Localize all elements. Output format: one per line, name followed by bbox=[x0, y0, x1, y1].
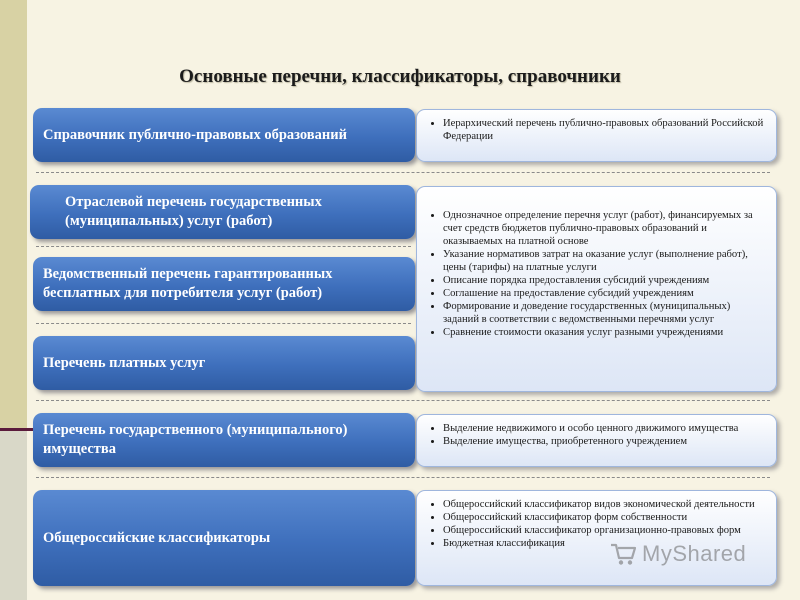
slide-title: Основные перечни, классификаторы, справочники bbox=[179, 66, 621, 87]
separator-line bbox=[36, 172, 770, 173]
watermark-text: MyShared bbox=[642, 541, 747, 566]
separator-line bbox=[36, 477, 770, 478]
block-label: Общероссийские классификаторы bbox=[43, 529, 271, 546]
bullet-list bbox=[427, 117, 768, 143]
cart-icon bbox=[610, 542, 636, 566]
list-item: • Выделение имущества, приобретенного учреждением bbox=[443, 435, 768, 448]
bullet-list bbox=[427, 209, 768, 339]
block-industry-services-list bbox=[30, 185, 415, 239]
block-label: Справочник публично-правовых образований bbox=[43, 126, 347, 143]
left-decor-strip-lower bbox=[0, 430, 27, 600]
watermark bbox=[610, 540, 770, 568]
block-label: Ведомственный перечень гарантированных бесплатных для потребителя услуг (работ) bbox=[43, 266, 333, 301]
block-public-law-entities-directory bbox=[33, 108, 415, 162]
separator-line bbox=[36, 400, 770, 401]
list-item: • Общероссийский классификатор видов экономической деятельности bbox=[443, 498, 768, 511]
description-box-classifiers bbox=[416, 490, 777, 586]
list-item: • Описание порядка предоставления субсидий учреждениям bbox=[443, 274, 768, 287]
block-label: Отраслевой перечень государственных (муниципальных) услуг (работ) bbox=[65, 194, 322, 229]
bullet-list bbox=[427, 422, 768, 448]
list-item: • Соглашение на предоставление субсидий учреждениям bbox=[443, 287, 768, 300]
separator-line bbox=[36, 323, 411, 324]
block-all-russian-classifiers bbox=[33, 490, 415, 586]
list-item: • Общероссийский классификатор форм собственности bbox=[443, 511, 768, 524]
list-item: • Выделение недвижимого и особо ценного движимого имущества bbox=[443, 422, 768, 435]
block-paid-services-list bbox=[33, 336, 415, 390]
list-item: • Формирование и доведение государственных (муниципальных) заданий в соответствии с ведомственными перечнями услуг bbox=[443, 300, 768, 326]
block-state-property-list bbox=[33, 413, 415, 467]
accent-line bbox=[0, 428, 36, 431]
description-box-public-law-entities bbox=[416, 109, 777, 162]
list-item: • Указание нормативов затрат на оказание услуг (выполнение работ), цены (тарифы) на платные услуги bbox=[443, 248, 768, 274]
description-box-services bbox=[416, 186, 777, 392]
description-box-property bbox=[416, 414, 777, 467]
list-item: • Иерархический перечень публично-правовых образований Российской Федерации bbox=[443, 117, 768, 143]
list-item: • Общероссийский классификатор организационно-правовых форм bbox=[443, 524, 768, 537]
block-label: Перечень государственного (муниципального) имущества bbox=[43, 422, 348, 457]
block-label: Перечень платных услуг bbox=[43, 354, 206, 371]
separator-line bbox=[36, 246, 411, 247]
list-item: • Бюджетная классификация bbox=[443, 537, 768, 550]
list-item: • Сравнение стоимости оказания услуг разными учреждениями bbox=[443, 326, 768, 339]
block-departmental-free-services-list bbox=[33, 257, 415, 311]
list-item: • Однозначное определение перечня услуг (работ), финансируемых за счет средств бюджетов публично-правовых образований и оказываемых на платной основе bbox=[443, 209, 768, 248]
